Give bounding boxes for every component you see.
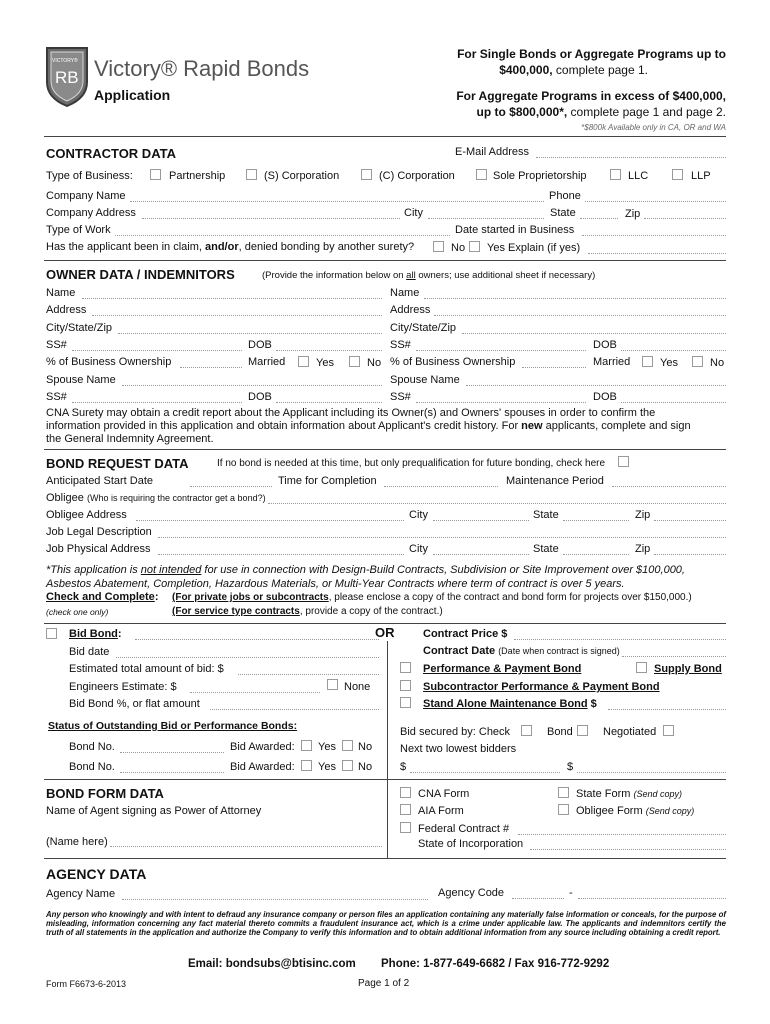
llc-label: LLC — [628, 170, 649, 182]
owner2-pct-field[interactable] — [522, 367, 586, 368]
owner1-pct-field[interactable] — [180, 367, 242, 368]
disclaimer: *This application is not intended for use in connection with Design-Build Contracts, Subdivision or Site Improvement over $100,000, Asbestos Abatement, Completion, Hazardous Materials, or Multi-Year Contracts where term of contract is over 5 years. — [46, 564, 685, 590]
footer-phone: Phone: 1-877-649-6682 / Fax 916-772-9292 — [381, 958, 610, 970]
claim-question: Has the applicant been in claim, and/or, denied bonding by another surety? — [46, 241, 415, 253]
bond-request-title: BOND REQUEST DATA — [46, 456, 189, 471]
engineers-field[interactable] — [190, 692, 320, 693]
job-state-field[interactable] — [563, 554, 629, 555]
obligee-city-field[interactable] — [433, 520, 529, 521]
divider — [44, 136, 726, 137]
owner1-spouse-ss-label: SS# — [46, 391, 67, 403]
obligee-state-label: State — [533, 509, 559, 521]
email-label: E-Mail Address — [455, 146, 529, 158]
vertical-divider — [387, 641, 388, 779]
owner1-spouse-label: Spouse Name — [46, 374, 116, 386]
job-zip-label: Zip — [635, 543, 651, 555]
email-field[interactable] — [536, 157, 726, 158]
bid-bond-field[interactable] — [135, 639, 379, 640]
contract-date-field[interactable] — [622, 656, 726, 657]
obligee-address-label: Obligee Address — [46, 509, 127, 521]
bid-bond-label: Bid Bond: — [69, 628, 122, 640]
bond-form-title: BOND FORM DATA — [46, 786, 164, 801]
owner2-spouse-ss-label: SS# — [390, 391, 411, 403]
owner-note: (Provide the information below on all owners; use additional sheet if necessary) — [262, 270, 596, 281]
est-bid-label: Estimated total amount of bid: $ — [69, 663, 224, 675]
negotiated-label: Negotiated — [603, 726, 657, 738]
agency-code-dash: - — [569, 887, 573, 899]
prequal-label: If no bond is needed at this time, but only prequalification for future bonding, check here — [217, 458, 606, 469]
bid-date-label: Bid date — [69, 646, 110, 658]
page-title: Application — [94, 87, 171, 103]
divider — [44, 858, 726, 859]
agency-code-label: Agency Code — [438, 887, 505, 899]
owner1-address-field[interactable] — [92, 315, 382, 316]
start-date-field[interactable] — [190, 486, 272, 487]
company-address-field[interactable] — [142, 218, 400, 219]
owner1-married-no-checkbox[interactable] — [349, 356, 360, 367]
zip-label: Zip — [625, 208, 641, 220]
owner2-spouse-dob-field[interactable] — [621, 402, 726, 403]
obligee-zip-field[interactable] — [654, 520, 726, 521]
owner1-married-yes-checkbox[interactable] — [298, 356, 309, 367]
type-of-work-field[interactable] — [115, 235, 450, 236]
agency-name-label: Agency Name — [46, 888, 116, 900]
perf-payment-checkbox[interactable] — [400, 662, 411, 673]
perf-payment-label: Performance & Payment Bond — [423, 663, 582, 675]
owner2-csz-label: City/State/Zip — [390, 322, 457, 334]
cna-form-checkbox[interactable] — [400, 787, 411, 798]
owner2-spouse-label: Spouse Name — [390, 374, 460, 386]
owner2-spouse-dob-label: DOB — [593, 391, 617, 403]
city-field[interactable] — [428, 218, 544, 219]
owner2-pct-label: % of Business Ownership — [390, 356, 516, 368]
negotiated-checkbox[interactable] — [663, 725, 674, 736]
obligee-zip-label: Zip — [635, 509, 651, 521]
or-label: OR — [375, 625, 395, 640]
sub-perf-label: Subcontractor Performance & Payment Bond — [423, 681, 660, 693]
obligee-form-checkbox[interactable] — [558, 804, 569, 815]
date-started-field[interactable] — [582, 235, 726, 236]
state-field[interactable] — [580, 218, 618, 219]
bidder-2-dollar: $ — [567, 761, 574, 773]
s-corp-checkbox[interactable] — [246, 169, 257, 180]
type-of-work-label: Type of Work — [46, 224, 111, 236]
cna-notice: CNA Surety may obtain a credit report about the Applicant including its Owner(s) and Owners' spouses in order to confirm the information provided in this application and obtain information about Applicant's credit history. For new applicants, complete and sign the General Indemnity Agreement. — [46, 407, 691, 445]
contract-price-label: Contract Price $ — [423, 628, 508, 640]
bid-awarded-1-yes-label: Yes — [318, 741, 336, 753]
owner1-married-no-label: No — [367, 357, 382, 369]
owner1-spouse-dob-label: DOB — [248, 391, 272, 403]
page-number: Page 1 of 2 — [358, 978, 410, 989]
engineers-label: Engineers Estimate: $ — [69, 681, 177, 693]
llc-checkbox[interactable] — [610, 169, 621, 180]
obligee-form-label: Obligee Form (Send copy) — [576, 805, 695, 817]
owner2-ss-label: SS# — [390, 339, 411, 351]
state-incorp-field[interactable] — [530, 849, 726, 850]
obligee-field[interactable] — [268, 503, 726, 504]
divider — [44, 779, 726, 780]
bid-secured-check-checkbox[interactable] — [521, 725, 532, 736]
owner1-spouse-ss-field[interactable] — [72, 402, 242, 403]
owner2-dob-field[interactable] — [621, 350, 726, 351]
private-jobs-note: (For private jobs or subcontracts, please enclose a copy of the contract and bond form for projects over $150,000.) — [172, 592, 692, 603]
contract-date-label: Contract Date (Date when contract is signed) — [423, 645, 620, 657]
bidder-1-dollar: $ — [400, 761, 407, 773]
est-bid-field[interactable] — [238, 674, 379, 675]
bid-secured-bond-checkbox[interactable] — [577, 725, 588, 736]
agency-title: AGENCY DATA — [46, 866, 147, 882]
bond-no-1-field[interactable] — [120, 752, 224, 753]
single-bonds-line2: $400,000, complete page 1. — [499, 63, 648, 77]
bid-pct-field[interactable] — [210, 709, 379, 710]
owner2-married-no-label: No — [710, 357, 725, 369]
name-here-label: (Name here) — [46, 836, 108, 848]
aggregate-line2: up to $800,000*, complete page 1 and page 2. — [476, 105, 726, 119]
bid-secured-label: Bid secured by: Check — [400, 726, 511, 738]
owner1-ss-field[interactable] — [72, 350, 242, 351]
owner2-name-label: Name — [390, 287, 420, 299]
job-physical-label: Job Physical Address — [46, 543, 151, 555]
owner1-spouse-field[interactable] — [122, 385, 382, 386]
s-corp-label: (S) Corporation — [264, 170, 340, 182]
bid-bond-checkbox[interactable] — [46, 628, 57, 639]
none-checkbox[interactable] — [327, 679, 338, 690]
brand-logo-shield — [44, 44, 90, 108]
contract-price-field[interactable] — [514, 639, 726, 640]
agency-name-field[interactable] — [122, 899, 428, 900]
c-corp-checkbox[interactable] — [361, 169, 372, 180]
bid-awarded-1-label: Bid Awarded: — [230, 741, 295, 753]
bidder-2-field[interactable] — [577, 772, 726, 773]
bid-awarded-2-yes-checkbox[interactable] — [301, 760, 312, 771]
c-corp-label: (C) Corporation — [379, 170, 455, 182]
bid-awarded-2-label: Bid Awarded: — [230, 761, 295, 773]
none-label: None — [344, 681, 371, 693]
maintenance-field[interactable] — [612, 486, 726, 487]
bid-awarded-2-yes-label: Yes — [318, 761, 336, 773]
phone-label: Phone — [549, 190, 581, 202]
vertical-divider-2 — [387, 779, 388, 858]
bid-awarded-1-no-checkbox[interactable] — [342, 740, 353, 751]
owner1-name-label: Name — [46, 287, 76, 299]
agent-name-field[interactable] — [110, 846, 382, 847]
divider — [44, 260, 726, 261]
owner2-ss-field[interactable] — [416, 350, 586, 351]
owner2-address-field[interactable] — [434, 315, 726, 316]
claim-no-label: No — [451, 242, 466, 254]
owner2-spouse-ss-field[interactable] — [416, 402, 586, 403]
date-started-label: Date started in Business — [455, 224, 575, 236]
owner-section-title: OWNER DATA / INDEMNITORS — [46, 267, 235, 282]
aggregate-line1: For Aggregate Programs in excess of $400,000, — [456, 89, 726, 103]
bid-awarded-2-no-label: No — [358, 761, 373, 773]
state-label: State — [550, 207, 576, 219]
bond-no-1-label: Bond No. — [69, 741, 115, 753]
footnote: *$800k Available only in CA, OR and WA — [581, 123, 726, 132]
logo-badge-letters: RB — [55, 68, 79, 87]
owner2-address-label: Address — [390, 304, 431, 316]
federal-label: Federal Contract # — [418, 823, 510, 835]
state-incorp-label: State of Incorporation — [418, 838, 524, 850]
bond-no-2-label: Bond No. — [69, 761, 115, 773]
prequal-checkbox[interactable] — [618, 456, 629, 467]
owner2-married-label: Married — [593, 356, 631, 368]
company-name-label: Company Name — [46, 190, 126, 202]
time-completion-label: Time for Completion — [278, 475, 377, 487]
bond-no-2-field[interactable] — [120, 772, 224, 773]
job-city-label: City — [409, 543, 428, 555]
partnership-checkbox[interactable] — [150, 169, 161, 180]
obligee-state-field[interactable] — [563, 520, 629, 521]
company-address-label: Company Address — [46, 207, 136, 219]
claim-explain-field[interactable] — [588, 253, 726, 254]
bid-awarded-2-no-checkbox[interactable] — [342, 760, 353, 771]
job-city-field[interactable] — [433, 554, 529, 555]
job-physical-field[interactable] — [158, 554, 404, 555]
sub-perf-checkbox[interactable] — [400, 680, 411, 691]
next-lowest-label: Next two lowest bidders — [400, 743, 517, 755]
owner2-spouse-field[interactable] — [466, 385, 726, 386]
owner2-married-yes-checkbox[interactable] — [642, 356, 653, 367]
time-completion-field[interactable] — [384, 486, 498, 487]
service-type-note: (For service type contracts, provide a copy of the contract.) — [172, 606, 443, 617]
divider — [44, 449, 726, 450]
aia-form-label: AIA Form — [418, 805, 464, 817]
owner1-ss-label: SS# — [46, 339, 67, 351]
start-date-label: Anticipated Start Date — [46, 475, 154, 487]
sole-prop-checkbox[interactable] — [476, 169, 487, 180]
cna-form-label: CNA Form — [418, 788, 470, 800]
maintenance-label: Maintenance Period — [506, 475, 604, 487]
supply-bond-label: Supply Bond — [654, 663, 722, 675]
owner1-dob-field[interactable] — [276, 350, 382, 351]
owner2-married-no-checkbox[interactable] — [692, 356, 703, 367]
state-form-checkbox[interactable] — [558, 787, 569, 798]
federal-field[interactable] — [518, 834, 726, 835]
owner1-name-field[interactable] — [82, 298, 382, 299]
stand-alone-label: Stand Alone Maintenance Bond $ — [423, 698, 597, 710]
bid-date-field[interactable] — [116, 657, 379, 658]
logo-badge-top: VICTORY® — [52, 58, 78, 64]
agency-code-field-1[interactable] — [512, 898, 564, 899]
job-zip-field[interactable] — [654, 554, 726, 555]
owner2-dob-label: DOB — [593, 339, 617, 351]
agency-code-field-2[interactable] — [578, 898, 726, 899]
company-name-field[interactable] — [130, 201, 544, 202]
owner1-married-label: Married — [248, 356, 286, 368]
owner1-csz-label: City/State/Zip — [46, 322, 113, 334]
obligee-address-field[interactable] — [136, 520, 404, 521]
owner1-married-yes-label: Yes — [316, 357, 334, 369]
partnership-label: Partnership — [169, 170, 226, 182]
bid-pct-label: Bid Bond %, or flat amount — [69, 698, 200, 710]
form-number: Form F6673-6-2013 — [46, 979, 127, 989]
claim-no-checkbox[interactable] — [433, 241, 444, 252]
job-legal-label: Job Legal Description — [46, 526, 152, 538]
phone-field[interactable] — [585, 201, 726, 202]
bid-awarded-1-no-label: No — [358, 741, 373, 753]
bid-secured-bond-label: Bond — [547, 726, 573, 738]
obligee-city-label: City — [409, 509, 428, 521]
llp-checkbox[interactable] — [672, 169, 683, 180]
claim-yes-checkbox[interactable] — [469, 241, 480, 252]
owner1-address-label: Address — [46, 304, 87, 316]
check-complete-label: Check and Complete: — [46, 591, 159, 603]
contractor-section-title: CONTRACTOR DATA — [46, 146, 176, 161]
footer-email: Email: bondsubs@btisinc.com — [188, 958, 356, 970]
owner2-name-field[interactable] — [424, 298, 726, 299]
divider — [44, 623, 726, 624]
agent-label: Name of Agent signing as Power of Attorney — [46, 805, 262, 817]
state-form-label: State Form (Send copy) — [576, 788, 682, 800]
job-state-label: State — [533, 543, 559, 555]
sole-prop-label: Sole Proprietorship — [493, 170, 587, 182]
llp-label: LLP — [691, 170, 711, 182]
supply-bond-checkbox[interactable] — [636, 662, 647, 673]
owner1-pct-label: % of Business Ownership — [46, 356, 172, 368]
brand-name: Victory® Rapid Bonds — [94, 56, 310, 81]
owner2-csz-field[interactable] — [462, 333, 726, 334]
aia-form-checkbox[interactable] — [400, 804, 411, 815]
owner2-married-yes-label: Yes — [660, 357, 678, 369]
city-label: City — [404, 207, 423, 219]
job-legal-field[interactable] — [158, 537, 726, 538]
federal-checkbox[interactable] — [400, 822, 411, 833]
zip-field[interactable] — [644, 218, 726, 219]
check-one-note: (check one only) — [46, 607, 109, 617]
claim-yes-label: Yes Explain (if yes) — [487, 242, 581, 254]
stand-alone-checkbox[interactable] — [400, 697, 411, 708]
owner1-dob-label: DOB — [248, 339, 272, 351]
fraud-notice: Any person who knowingly and with intent to defraud any insurance company or person files an application containing any materially false information or conceals, for the purpose of misleading, information concerning any fact material thereto commits a fraudulent insurance act, which is a crime under applicable law. The applicants and indemnitors certify the truth of all statements in the application and authorize the Company to verify this information and to obtain additional information from any source including obtaining a credit report. — [46, 910, 726, 937]
stand-alone-field[interactable] — [608, 709, 726, 710]
type-of-business-label: Type of Business: — [46, 170, 133, 182]
owner1-spouse-dob-field[interactable] — [276, 402, 382, 403]
bidder-1-field[interactable] — [410, 772, 560, 773]
single-bonds-line1: For Single Bonds or Aggregate Programs up to — [457, 47, 726, 61]
owner1-csz-field[interactable] — [118, 333, 382, 334]
status-title: Status of Outstanding Bid or Performance Bonds: — [48, 720, 298, 732]
obligee-label: Obligee (Who is requiring the contractor get a bond?) — [46, 492, 266, 504]
bid-awarded-1-yes-checkbox[interactable] — [301, 740, 312, 751]
